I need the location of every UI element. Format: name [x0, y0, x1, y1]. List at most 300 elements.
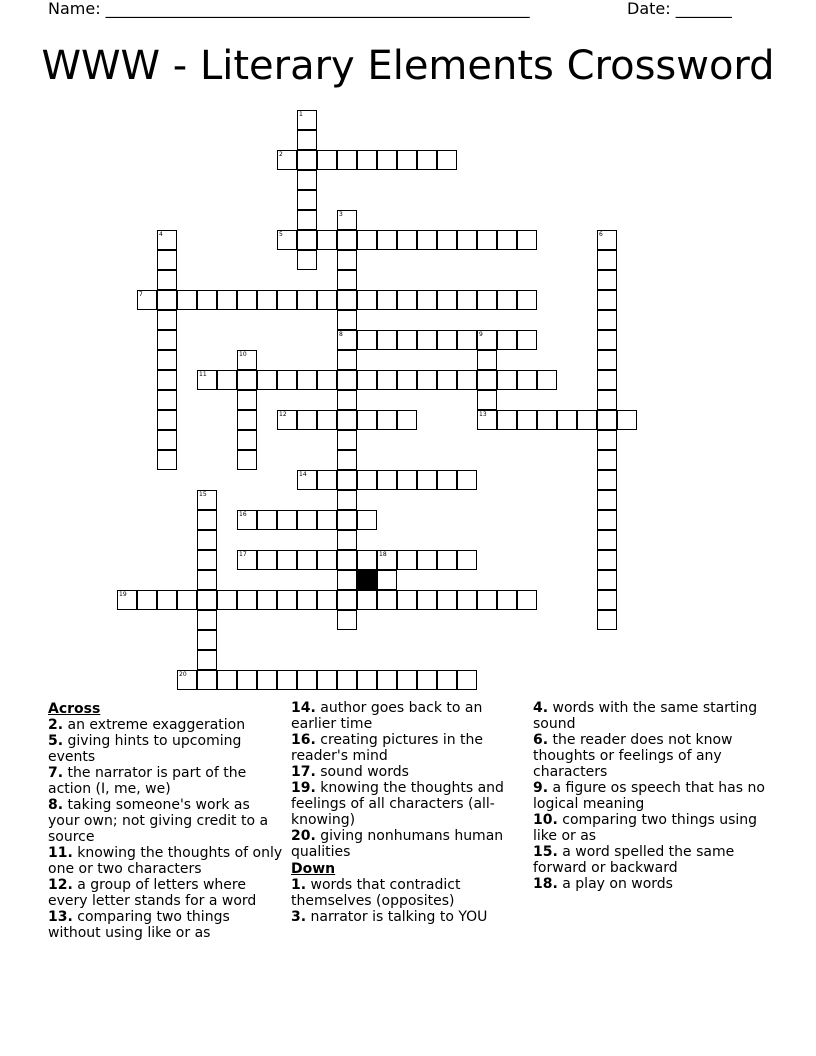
answer-cell[interactable]: [437, 290, 457, 310]
answer-cell[interactable]: [437, 150, 457, 170]
answer-cell[interactable]: [297, 410, 317, 430]
answer-cell[interactable]: [477, 590, 497, 610]
answer-cell[interactable]: [217, 590, 237, 610]
answer-cell[interactable]: [597, 230, 617, 250]
answer-cell[interactable]: [357, 290, 377, 310]
answer-cell[interactable]: [317, 590, 337, 610]
answer-cell[interactable]: [397, 670, 417, 690]
answer-cell[interactable]: [197, 550, 217, 570]
answer-cell[interactable]: [297, 250, 317, 270]
answer-cell[interactable]: [337, 270, 357, 290]
answer-cell[interactable]: [237, 430, 257, 450]
answer-cell[interactable]: [197, 510, 217, 530]
answer-cell[interactable]: [597, 550, 617, 570]
answer-cell[interactable]: [297, 550, 317, 570]
answer-cell[interactable]: [357, 510, 377, 530]
answer-cell[interactable]: [337, 570, 357, 590]
answer-cell[interactable]: [457, 590, 477, 610]
clue-item-text: the reader does not know thoughts or feelings of any characters: [533, 732, 733, 780]
answer-cell[interactable]: [357, 550, 377, 570]
answer-cell[interactable]: [357, 230, 377, 250]
answer-cell[interactable]: [617, 410, 637, 430]
clue-column-2: [291, 700, 523, 925]
answer-cell[interactable]: [317, 410, 337, 430]
answer-cell[interactable]: [197, 570, 217, 590]
clue-item: [533, 812, 773, 844]
answer-cell[interactable]: [517, 410, 537, 430]
clue-number: 14: [299, 471, 307, 478]
answer-cell[interactable]: [537, 370, 557, 390]
clue-item: [48, 877, 284, 909]
answer-cell[interactable]: [597, 350, 617, 370]
clue-item-text: a figure os speech that has no logical meaning: [533, 780, 765, 812]
answer-cell[interactable]: [377, 470, 397, 490]
answer-cell[interactable]: [157, 230, 177, 250]
answer-cell[interactable]: [417, 590, 437, 610]
answer-cell[interactable]: [437, 550, 457, 570]
clue-item-text: giving hints to upcoming events: [48, 733, 242, 765]
answer-cell[interactable]: [337, 610, 357, 630]
answer-cell[interactable]: [137, 290, 157, 310]
down-heading: Down: [291, 861, 336, 877]
clue-item-number: 10.: [533, 812, 558, 828]
down-clue-list: [291, 877, 523, 925]
answer-cell[interactable]: [597, 410, 617, 430]
answer-cell[interactable]: [317, 290, 337, 310]
answer-cell[interactable]: [217, 670, 237, 690]
clue-item-number: 17.: [291, 764, 316, 780]
clue-item: [291, 764, 523, 780]
clue-number: 9: [479, 331, 483, 338]
answer-cell[interactable]: [157, 370, 177, 390]
answer-cell[interactable]: [457, 670, 477, 690]
answer-cell[interactable]: [357, 590, 377, 610]
answer-cell[interactable]: [197, 370, 217, 390]
answer-cell[interactable]: [557, 410, 577, 430]
answer-cell[interactable]: [157, 250, 177, 270]
answer-cell[interactable]: [337, 410, 357, 430]
answer-cell[interactable]: [437, 230, 457, 250]
answer-cell[interactable]: [157, 450, 177, 470]
across-clue-list-continued: [291, 700, 523, 860]
answer-cell[interactable]: [417, 150, 437, 170]
answer-cell[interactable]: [457, 230, 477, 250]
answer-cell[interactable]: [457, 290, 477, 310]
answer-cell[interactable]: [277, 290, 297, 310]
answer-cell[interactable]: [377, 230, 397, 250]
answer-cell[interactable]: [517, 370, 537, 390]
answer-cell[interactable]: [177, 590, 197, 610]
clue-number: 19: [119, 591, 127, 598]
answer-cell[interactable]: [277, 370, 297, 390]
clue-item: [533, 876, 773, 892]
answer-cell[interactable]: [337, 370, 357, 390]
answer-cell[interactable]: [257, 510, 277, 530]
answer-cell[interactable]: [337, 530, 357, 550]
answer-cell[interactable]: [597, 470, 617, 490]
answer-cell[interactable]: [597, 310, 617, 330]
answer-cell[interactable]: [297, 190, 317, 210]
answer-cell[interactable]: [297, 150, 317, 170]
answer-cell[interactable]: [317, 510, 337, 530]
answer-cell[interactable]: [237, 350, 257, 370]
answer-cell[interactable]: [597, 270, 617, 290]
clue-item-number: 18.: [533, 876, 558, 892]
answer-cell[interactable]: [257, 290, 277, 310]
answer-cell[interactable]: [397, 150, 417, 170]
answer-cell[interactable]: [237, 550, 257, 570]
clue-item-text: knowing the thoughts of only one or two characters: [48, 845, 283, 877]
clue-number: 17: [239, 551, 247, 558]
answer-cell[interactable]: [477, 230, 497, 250]
answer-cell[interactable]: [337, 450, 357, 470]
answer-cell[interactable]: [377, 550, 397, 570]
clue-item-number: 5.: [48, 733, 64, 749]
answer-cell[interactable]: [297, 290, 317, 310]
clue-number: 16: [239, 511, 247, 518]
answer-cell[interactable]: [257, 370, 277, 390]
answer-cell[interactable]: [317, 550, 337, 570]
answer-cell[interactable]: [597, 290, 617, 310]
answer-cell[interactable]: [437, 330, 457, 350]
answer-cell[interactable]: [197, 290, 217, 310]
clue-item-text: author goes back to an earlier time: [291, 700, 483, 732]
clue-item-text: an extreme exaggeration: [63, 717, 246, 733]
answer-cell[interactable]: [157, 310, 177, 330]
answer-cell[interactable]: [237, 290, 257, 310]
answer-cell[interactable]: [317, 370, 337, 390]
answer-cell[interactable]: [237, 510, 257, 530]
clue-item-text: sound words: [315, 764, 409, 780]
clue-number: 5: [279, 231, 283, 238]
clue-item: [48, 845, 284, 877]
answer-cell[interactable]: [157, 590, 177, 610]
clue-item-text: giving nonhumans human qualities: [291, 828, 504, 860]
answer-cell[interactable]: [357, 470, 377, 490]
answer-cell[interactable]: [277, 230, 297, 250]
answer-cell[interactable]: [197, 650, 217, 670]
clue-column-1: [48, 700, 284, 941]
answer-cell[interactable]: [157, 430, 177, 450]
answer-cell[interactable]: [477, 290, 497, 310]
answer-cell[interactable]: [417, 290, 437, 310]
answer-cell[interactable]: [297, 470, 317, 490]
answer-cell[interactable]: [337, 490, 357, 510]
answer-cell[interactable]: [397, 590, 417, 610]
answer-cell[interactable]: [337, 310, 357, 330]
answer-cell[interactable]: [437, 670, 457, 690]
answer-cell[interactable]: [237, 670, 257, 690]
answer-cell[interactable]: [417, 670, 437, 690]
answer-cell[interactable]: [337, 330, 357, 350]
clue-item-number: 8.: [48, 797, 64, 813]
name-field-label: Name: _____________________________________________________: [48, 0, 530, 18]
answer-cell[interactable]: [597, 450, 617, 470]
answer-cell[interactable]: [137, 590, 157, 610]
clue-item-text: words with the same starting sound: [533, 700, 758, 732]
clue-item: [291, 909, 523, 925]
answer-cell[interactable]: [197, 490, 217, 510]
clue-item: [533, 700, 773, 732]
answer-cell[interactable]: [157, 350, 177, 370]
clue-item-number: 11.: [48, 845, 73, 861]
answer-cell[interactable]: [577, 410, 597, 430]
page-title: WWW - Literary Elements Crossword: [41, 43, 775, 89]
clue-item-text: creating pictures in the reader's mind: [291, 732, 484, 764]
answer-cell[interactable]: [257, 670, 277, 690]
answer-cell[interactable]: [597, 590, 617, 610]
answer-cell[interactable]: [597, 330, 617, 350]
answer-cell[interactable]: [437, 370, 457, 390]
answer-cell[interactable]: [597, 570, 617, 590]
answer-cell[interactable]: [197, 610, 217, 630]
answer-cell[interactable]: [337, 230, 357, 250]
clue-item-number: 16.: [291, 732, 316, 748]
answer-cell[interactable]: [297, 370, 317, 390]
answer-cell[interactable]: [217, 290, 237, 310]
answer-cell[interactable]: [277, 150, 297, 170]
clue-item-text: narrator is talking to YOU: [306, 909, 488, 925]
clue-item-number: 1.: [291, 877, 307, 893]
answer-cell[interactable]: [497, 230, 517, 250]
answer-cell[interactable]: [597, 530, 617, 550]
answer-cell[interactable]: [337, 250, 357, 270]
answer-cell[interactable]: [477, 330, 497, 350]
clue-item: [533, 844, 773, 876]
clue-item: [291, 732, 523, 764]
answer-cell[interactable]: [377, 410, 397, 430]
answer-cell[interactable]: [337, 150, 357, 170]
answer-cell[interactable]: [377, 150, 397, 170]
clue-item: [533, 780, 773, 812]
answer-cell[interactable]: [597, 250, 617, 270]
clue-number: 4: [159, 231, 163, 238]
clue-number: 12: [279, 411, 287, 418]
answer-cell[interactable]: [377, 290, 397, 310]
answer-cell[interactable]: [317, 470, 337, 490]
answer-cell[interactable]: [197, 670, 217, 690]
answer-cell[interactable]: [377, 370, 397, 390]
answer-cell[interactable]: [217, 370, 237, 390]
answer-cell[interactable]: [277, 510, 297, 530]
answer-cell[interactable]: [597, 390, 617, 410]
answer-cell[interactable]: [297, 210, 317, 230]
answer-cell[interactable]: [177, 670, 197, 690]
clue-item-number: 14.: [291, 700, 316, 716]
clue-number: 1: [299, 111, 303, 118]
answer-cell[interactable]: [357, 150, 377, 170]
clue-item-number: 7.: [48, 765, 64, 781]
answer-cell[interactable]: [397, 330, 417, 350]
clue-item-text: comparing two things without using like or as: [48, 909, 230, 941]
answer-cell[interactable]: [417, 330, 437, 350]
answer-cell[interactable]: [517, 590, 537, 610]
answer-cell[interactable]: [597, 370, 617, 390]
answer-cell[interactable]: [417, 470, 437, 490]
answer-cell[interactable]: [337, 290, 357, 310]
answer-cell[interactable]: [197, 530, 217, 550]
answer-cell[interactable]: [237, 410, 257, 430]
answer-cell[interactable]: [257, 590, 277, 610]
clue-number: 8: [339, 331, 343, 338]
answer-cell[interactable]: [237, 590, 257, 610]
clue-number: 20: [179, 671, 187, 678]
answer-cell[interactable]: [357, 330, 377, 350]
answer-cell[interactable]: [497, 330, 517, 350]
answer-cell[interactable]: [277, 550, 297, 570]
clue-number: 3: [339, 211, 343, 218]
answer-cell[interactable]: [157, 390, 177, 410]
answer-cell[interactable]: [157, 270, 177, 290]
clue-item: [48, 717, 284, 733]
answer-cell[interactable]: [317, 670, 337, 690]
clue-item: [291, 700, 523, 732]
clue-number: 10: [239, 351, 247, 358]
clue-item-text: the narrator is part of the action (I, me, we): [48, 765, 247, 797]
clue-item: [291, 877, 523, 909]
clue-item-number: 12.: [48, 877, 73, 893]
answer-cell[interactable]: [597, 430, 617, 450]
answer-cell[interactable]: [397, 550, 417, 570]
answer-cell[interactable]: [497, 590, 517, 610]
answer-cell[interactable]: [397, 230, 417, 250]
clue-number: 11: [199, 371, 207, 378]
answer-cell[interactable]: [317, 230, 337, 250]
clue-item-number: 6.: [533, 732, 549, 748]
answer-cell[interactable]: [297, 670, 317, 690]
answer-cell[interactable]: [277, 590, 297, 610]
answer-cell[interactable]: [237, 370, 257, 390]
answer-cell[interactable]: [517, 290, 537, 310]
answer-cell[interactable]: [397, 290, 417, 310]
answer-cell[interactable]: [477, 350, 497, 370]
answer-cell[interactable]: [417, 230, 437, 250]
answer-cell[interactable]: [357, 410, 377, 430]
answer-cell[interactable]: [357, 370, 377, 390]
answer-cell[interactable]: [197, 590, 217, 610]
answer-cell[interactable]: [457, 470, 477, 490]
answer-cell[interactable]: [337, 670, 357, 690]
answer-cell[interactable]: [457, 370, 477, 390]
answer-cell[interactable]: [357, 670, 377, 690]
answer-cell[interactable]: [337, 590, 357, 610]
answer-cell[interactable]: [157, 410, 177, 430]
clue-item: [291, 780, 523, 828]
clue-item-number: 9.: [533, 780, 549, 796]
answer-cell[interactable]: [497, 410, 517, 430]
answer-cell[interactable]: [297, 510, 317, 530]
answer-cell[interactable]: [337, 510, 357, 530]
answer-cell[interactable]: [457, 330, 477, 350]
answer-cell[interactable]: [497, 290, 517, 310]
clue-item: [48, 733, 284, 765]
answer-cell[interactable]: [337, 350, 357, 370]
answer-cell[interactable]: [397, 370, 417, 390]
answer-cell[interactable]: [377, 670, 397, 690]
answer-cell[interactable]: [477, 390, 497, 410]
answer-cell[interactable]: [237, 450, 257, 470]
answer-cell[interactable]: [537, 410, 557, 430]
clue-column-3: [533, 700, 773, 892]
answer-cell[interactable]: [417, 550, 437, 570]
answer-cell[interactable]: [117, 590, 137, 610]
answer-cell[interactable]: [177, 290, 197, 310]
answer-cell[interactable]: [297, 130, 317, 150]
answer-cell[interactable]: [377, 330, 397, 350]
answer-cell[interactable]: [317, 150, 337, 170]
clue-item: [291, 828, 523, 860]
clue-item-number: 20.: [291, 828, 316, 844]
clue-item-number: 13.: [48, 909, 73, 925]
clue-item-text: a play on words: [557, 876, 673, 892]
answer-cell[interactable]: [337, 430, 357, 450]
answer-cell[interactable]: [337, 550, 357, 570]
answer-cell[interactable]: [337, 210, 357, 230]
answer-cell[interactable]: [477, 410, 497, 430]
answer-cell[interactable]: [377, 570, 397, 590]
clue-item-text: a group of letters where every letter stands for a word: [48, 877, 257, 909]
clue-item-text: knowing the thoughts and feelings of all characters (all-knowing): [291, 780, 504, 828]
clue-number: 15: [199, 491, 207, 498]
across-clue-list: [48, 717, 284, 941]
clue-item-number: 19.: [291, 780, 316, 796]
answer-cell[interactable]: [277, 410, 297, 430]
clue-item-number: 2.: [48, 717, 64, 733]
clue-item-text: taking someone's work as your own; not giving credit to a source: [48, 797, 269, 845]
answer-cell[interactable]: [337, 390, 357, 410]
answer-cell[interactable]: [597, 490, 617, 510]
answer-cell[interactable]: [197, 630, 217, 650]
answer-cell[interactable]: [157, 290, 177, 310]
clue-number: 2: [279, 151, 283, 158]
answer-cell[interactable]: [517, 230, 537, 250]
clue-number: 7: [139, 291, 143, 298]
answer-cell[interactable]: [337, 470, 357, 490]
clue-item-number: 4.: [533, 700, 549, 716]
answer-cell[interactable]: [237, 390, 257, 410]
clue-item: [48, 909, 284, 941]
answer-cell[interactable]: [417, 370, 437, 390]
answer-cell[interactable]: [397, 470, 417, 490]
answer-cell[interactable]: [497, 370, 517, 390]
clue-item-number: 3.: [291, 909, 307, 925]
answer-cell[interactable]: [437, 590, 457, 610]
answer-cell[interactable]: [437, 470, 457, 490]
answer-cell[interactable]: [377, 590, 397, 610]
clue-item: [533, 732, 773, 780]
answer-cell[interactable]: [397, 410, 417, 430]
black-square: [357, 570, 377, 590]
answer-cell[interactable]: [597, 510, 617, 530]
date-field-label: Date: _______: [627, 0, 732, 18]
answer-cell[interactable]: [597, 610, 617, 630]
answer-cell[interactable]: [277, 670, 297, 690]
answer-cell[interactable]: [477, 370, 497, 390]
answer-cell[interactable]: [517, 330, 537, 350]
answer-cell[interactable]: [297, 110, 317, 130]
answer-cell[interactable]: [297, 590, 317, 610]
answer-cell[interactable]: [297, 170, 317, 190]
clue-item-number: 15.: [533, 844, 558, 860]
answer-cell[interactable]: [297, 230, 317, 250]
answer-cell[interactable]: [157, 330, 177, 350]
clue-item-text: comparing two things using like or as: [533, 812, 758, 844]
clue-number: 18: [379, 551, 387, 558]
down-clue-list-continued: [533, 700, 773, 892]
across-heading: Across: [48, 701, 101, 717]
answer-cell[interactable]: [457, 550, 477, 570]
answer-cell[interactable]: [257, 550, 277, 570]
